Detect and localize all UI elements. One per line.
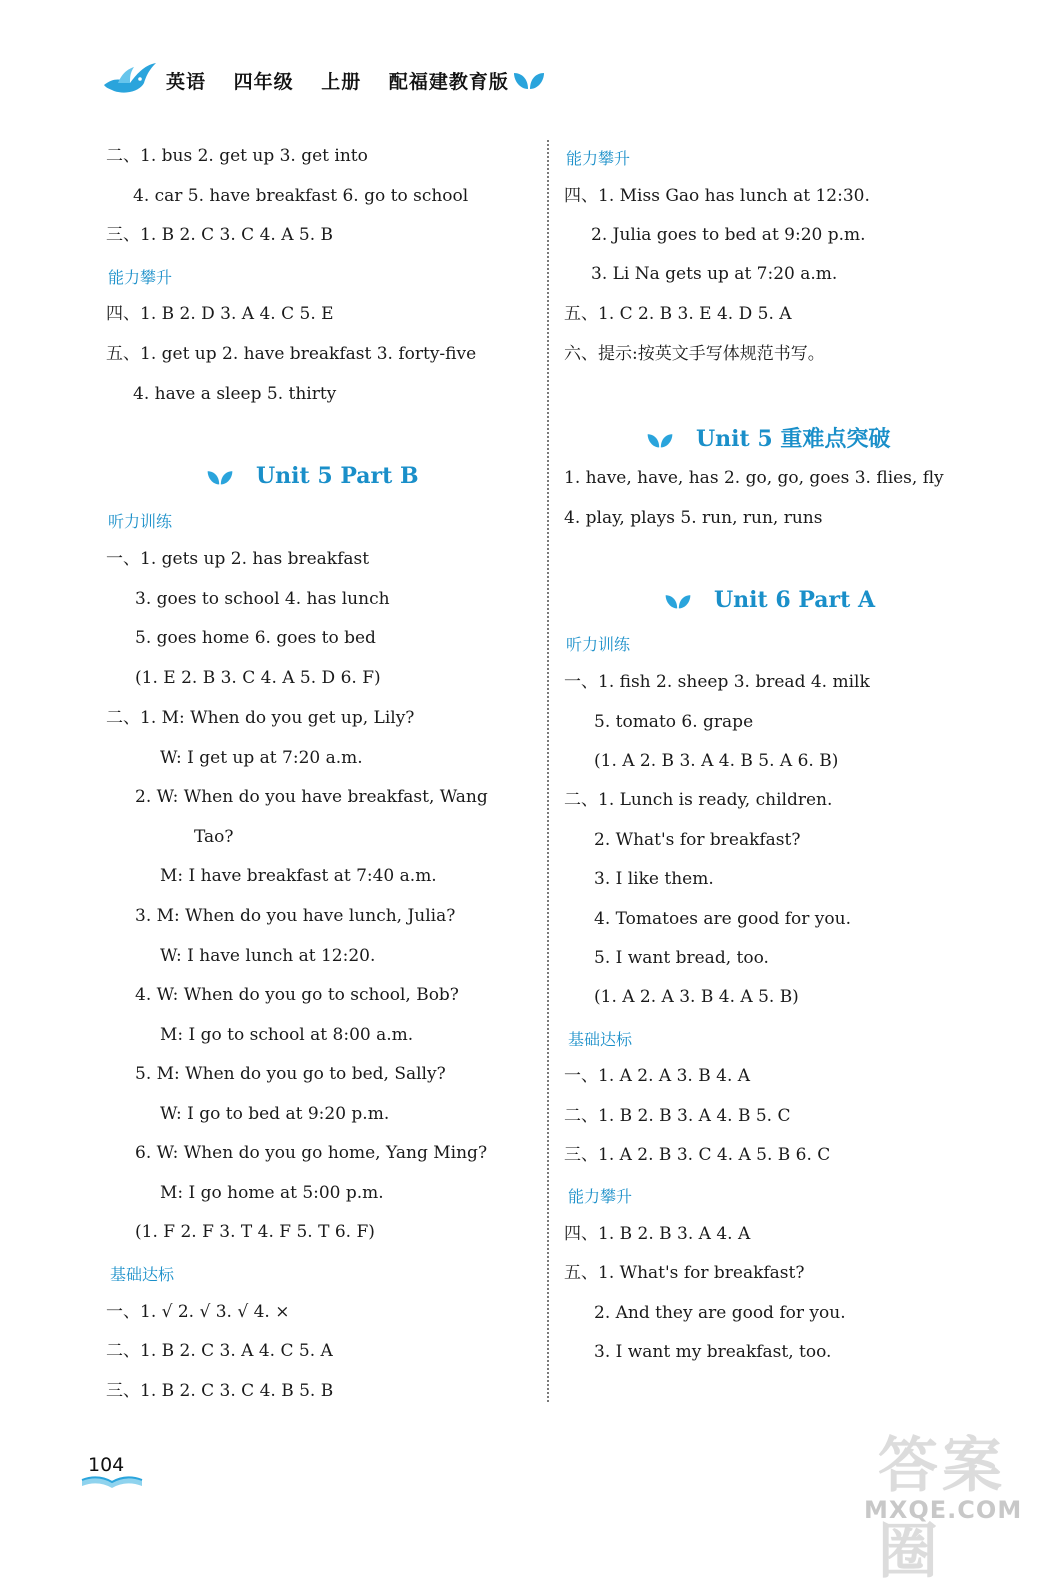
header-subject: 英语 bbox=[166, 71, 207, 93]
watermark-text: MXQE.COM bbox=[864, 1496, 1023, 1524]
leaf-icon bbox=[664, 591, 692, 611]
left-line-1: 二、1. bus 2. get up 3. get into bbox=[106, 146, 368, 166]
left-line-26: 二、1. B 2. C 3. A 4. C 5. A bbox=[106, 1341, 333, 1361]
right-line-22: 2. And they are good for you. bbox=[594, 1303, 846, 1323]
unit-heading-text: Unit 5 重难点突破 bbox=[696, 426, 891, 452]
section-label-ability-1: 能力攀升 bbox=[108, 268, 173, 287]
left-line-5: 五、1. get up 2. have breakfast 3. forty-five bbox=[106, 344, 477, 364]
column-divider bbox=[547, 140, 549, 1402]
right-line-21: 五、1. What's for breakfast? bbox=[564, 1263, 805, 1283]
right-line-23: 3. I want my breakfast, too. bbox=[594, 1342, 832, 1362]
right-line-17: 一、1. A 2. A 3. B 4. A bbox=[564, 1066, 751, 1086]
left-line-8: 3. goes to school 4. has lunch bbox=[135, 589, 390, 609]
header-volume: 上册 bbox=[321, 71, 362, 93]
right-line-19: 三、1. A 2. B 3. C 4. A 5. B 6. C bbox=[564, 1145, 831, 1165]
left-line-11: 二、1. M: When do you get up, Lily? bbox=[106, 708, 415, 728]
left-line-12: W: I get up at 7:20 a.m. bbox=[160, 748, 363, 768]
left-line-6: 4. have a sleep 5. thirty bbox=[133, 384, 337, 404]
leaf-icon bbox=[646, 430, 674, 450]
header-edition: 配福建教育版 bbox=[388, 71, 509, 93]
section-label-listening-2: 听力训练 bbox=[566, 635, 631, 654]
left-line-14: Tao? bbox=[194, 827, 234, 847]
watermark-cjk: 答案圈 bbox=[878, 1431, 1006, 1587]
unit-heading-5-key bbox=[646, 422, 890, 453]
left-line-27: 三、1. B 2. C 3. C 4. B 5. B bbox=[106, 1381, 334, 1401]
left-line-2: 4. car 5. have breakfast 6. go to school bbox=[133, 186, 469, 206]
left-line-24: (1. F 2. F 3. T 4. F 5. T 6. F) bbox=[135, 1222, 375, 1242]
unit-heading-6a bbox=[664, 587, 875, 613]
right-line-3: 3. Li Na gets up at 7:20 a.m. bbox=[591, 264, 838, 284]
right-line-18: 二、1. B 2. B 3. A 4. B 5. C bbox=[564, 1106, 791, 1126]
left-line-22: 6. W: When do you go home, Yang Ming? bbox=[135, 1143, 488, 1163]
left-line-16: 3. M: When do you have lunch, Julia? bbox=[135, 906, 456, 926]
section-label-ability-2: 能力攀升 bbox=[566, 149, 631, 168]
left-line-25: 一、1. √ 2. √ 3. √ 4. × bbox=[106, 1302, 290, 1322]
left-line-23: M: I go home at 5:00 p.m. bbox=[160, 1183, 384, 1203]
left-line-21: W: I go to bed at 9:20 p.m. bbox=[160, 1104, 390, 1124]
right-line-20: 四、1. B 2. B 3. A 4. A bbox=[564, 1224, 751, 1244]
left-line-20: 5. M: When do you go to bed, Sally? bbox=[135, 1064, 446, 1084]
right-line-7: 4. play, plays 5. run, run, runs bbox=[564, 508, 823, 528]
right-line-15: 5. I want bread, too. bbox=[594, 948, 769, 968]
right-line-13: 3. I like them. bbox=[594, 869, 714, 889]
right-line-6: 1. have, have, has 2. go, go, goes 3. flies, fly bbox=[564, 468, 944, 488]
right-line-1: 四、1. Miss Gao has lunch at 12:30. bbox=[564, 186, 870, 206]
right-line-5: 六、提示:按英文手写体规范书写。 bbox=[564, 344, 825, 364]
right-line-14: 4. Tomatoes are good for you. bbox=[594, 909, 852, 929]
right-line-4: 五、1. C 2. B 3. E 4. D 5. A bbox=[564, 304, 792, 324]
left-line-10: (1. E 2. B 3. C 4. A 5. D 6. F) bbox=[135, 668, 381, 688]
header-grade: 四年级 bbox=[233, 71, 294, 93]
unit-heading-text: Unit 5 Part B bbox=[256, 463, 419, 489]
section-label-basic: 基础达标 bbox=[110, 1265, 175, 1284]
page-number-badge bbox=[80, 1450, 144, 1492]
right-line-10: (1. A 2. B 3. A 4. B 5. A 6. B) bbox=[594, 751, 839, 771]
right-line-12: 2. What's for breakfast? bbox=[594, 830, 801, 850]
left-line-7: 一、1. gets up 2. has breakfast bbox=[106, 549, 370, 569]
header-title bbox=[166, 67, 529, 94]
right-line-9: 5. tomato 6. grape bbox=[594, 712, 754, 732]
left-line-3: 三、1. B 2. C 3. C 4. A 5. B bbox=[106, 225, 334, 245]
section-label-basic-2: 基础达标 bbox=[568, 1030, 633, 1049]
section-label-listening: 听力训练 bbox=[108, 512, 173, 531]
page-number: 104 bbox=[88, 1454, 125, 1476]
leaf-icon bbox=[512, 69, 546, 91]
left-line-9: 5. goes home 6. goes to bed bbox=[135, 628, 376, 648]
section-label-ability-3: 能力攀升 bbox=[568, 1187, 633, 1206]
unit-heading-5b bbox=[206, 463, 419, 489]
unit-heading-text: Unit 6 Part A bbox=[714, 587, 876, 613]
left-line-13: 2. W: When do you have breakfast, Wang bbox=[135, 787, 488, 807]
right-line-2: 2. Julia goes to bed at 9:20 p.m. bbox=[591, 225, 866, 245]
right-line-11: 二、1. Lunch is ready, children. bbox=[564, 790, 833, 810]
page-header bbox=[100, 55, 560, 105]
left-line-4: 四、1. B 2. D 3. A 4. C 5. E bbox=[106, 304, 334, 324]
right-line-16: (1. A 2. A 3. B 4. A 5. B) bbox=[594, 987, 799, 1007]
right-line-8: 一、1. fish 2. sheep 3. bread 4. milk bbox=[564, 672, 870, 692]
left-line-19: M: I go to school at 8:00 a.m. bbox=[160, 1025, 414, 1045]
left-line-15: M: I have breakfast at 7:40 a.m. bbox=[160, 866, 437, 886]
left-line-18: 4. W: When do you go to school, Bob? bbox=[135, 985, 459, 1005]
left-line-17: W: I have lunch at 12:20. bbox=[160, 946, 376, 966]
leaf-icon bbox=[206, 467, 234, 487]
watermark bbox=[860, 1412, 1045, 1587]
bird-logo-icon bbox=[100, 55, 160, 97]
